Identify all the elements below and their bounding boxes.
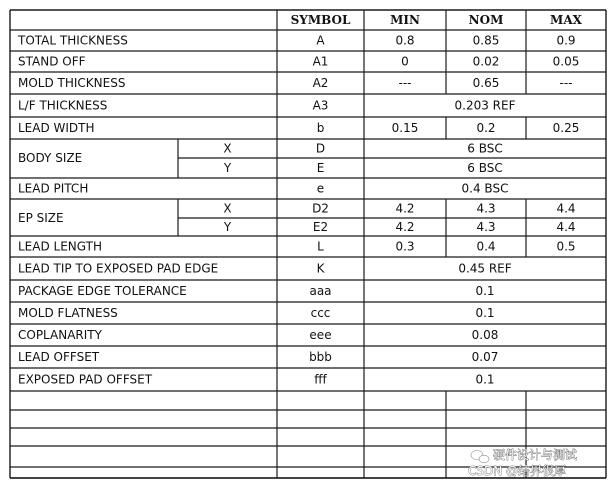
param-label: LEAD WIDTH (18, 121, 95, 135)
param-label: LEAD PITCH (18, 181, 89, 196)
watermark-line2: CSDN @结界很厚 (468, 464, 567, 478)
symbol-cell: A2 (312, 76, 329, 90)
symbol-cell: bbb (309, 350, 332, 364)
param-label: STAND OFF (18, 54, 86, 69)
symbol-cell: K (316, 261, 325, 276)
merged-value-cell: 0.07 (471, 350, 499, 364)
merged-value-cell: 0.4 BSC (461, 181, 509, 196)
watermark (468, 447, 577, 478)
param-label: MOLD THICKNESS (18, 76, 126, 90)
min-cell: 0.3 (395, 239, 415, 254)
max-cell: --- (559, 76, 573, 90)
merged-value-cell: 0.45 REF (458, 261, 512, 276)
axis-sub-label: X (223, 201, 232, 216)
symbol-cell: A3 (312, 98, 329, 113)
wechat-icon (471, 451, 489, 463)
min-cell: 0 (401, 54, 409, 69)
merged-value-cell: 0.1 (475, 284, 495, 298)
max-cell: 0.9 (556, 33, 576, 48)
param-label: TOTAL THICKNESS (18, 33, 128, 48)
nom-cell: 0.2 (476, 121, 496, 135)
nom-cell: 0.85 (472, 33, 500, 48)
param-label: L/F THICKNESS (18, 98, 108, 113)
symbol-cell: b (316, 121, 325, 135)
param-label: LEAD TIP TO EXPOSED PAD EDGE (18, 261, 219, 276)
symbol-cell: D (315, 141, 326, 156)
nom-cell: 0.4 (476, 239, 496, 254)
axis-sub-label: Y (223, 220, 232, 234)
param-label: EXPOSED PAD OFFSET (18, 372, 153, 387)
nom-cell: 0.65 (472, 76, 500, 90)
min-cell: 4.2 (395, 220, 415, 234)
param-label: MOLD FLATNESS (18, 306, 118, 320)
watermark-line1: 硬件设计与测试 (493, 448, 578, 462)
param-label: PACKAGE EDGE TOLERANCE (18, 284, 187, 298)
symbol-cell: ccc (310, 306, 331, 320)
symbol-cell: aaa (309, 284, 332, 298)
header-symbol: SYMBOL (290, 13, 351, 27)
symbol-cell: E2 (312, 220, 329, 234)
merged-value-cell: 0.08 (471, 328, 499, 342)
merged-value-cell: 6 BSC (467, 161, 503, 175)
symbol-cell: L (317, 239, 324, 254)
merged-value-cell: 0.1 (475, 372, 495, 387)
max-cell: 4.4 (556, 201, 576, 216)
header-nom: NOM (468, 13, 504, 27)
max-cell: 0.25 (552, 121, 580, 135)
symbol-cell: eee (309, 328, 332, 342)
symbol-cell: A1 (312, 54, 329, 69)
axis-sub-label: Y (223, 161, 232, 175)
max-cell: 0.05 (552, 54, 580, 69)
max-cell: 4.4 (556, 220, 576, 234)
symbol-cell: D2 (312, 201, 329, 216)
symbol-cell: A (316, 33, 325, 48)
nom-cell: 0.02 (472, 54, 500, 69)
min-cell: 4.2 (395, 201, 415, 216)
nom-cell: 4.3 (476, 201, 496, 216)
min-cell: 0.15 (391, 121, 419, 135)
table-cells (17, 13, 583, 387)
param-label: LEAD LENGTH (18, 239, 102, 254)
min-cell: --- (398, 76, 412, 90)
header-max: MAX (550, 13, 582, 27)
symbol-cell: E (316, 161, 325, 175)
param-label: EP SIZE (18, 211, 64, 225)
param-label: LEAD OFFSET (18, 350, 100, 364)
symbol-cell: fff (314, 372, 327, 387)
symbol-cell: e (316, 181, 325, 196)
merged-value-cell: 0.1 (475, 306, 495, 320)
param-label: COPLANARITY (18, 328, 102, 342)
merged-value-cell: 6 BSC (467, 141, 503, 156)
max-cell: 0.5 (556, 239, 576, 254)
nom-cell: 4.3 (476, 220, 496, 234)
param-label: BODY SIZE (18, 151, 83, 165)
header-min: MIN (390, 13, 420, 27)
merged-value-cell: 0.203 REF (454, 98, 516, 113)
axis-sub-label: X (223, 141, 232, 156)
min-cell: 0.8 (395, 33, 415, 48)
